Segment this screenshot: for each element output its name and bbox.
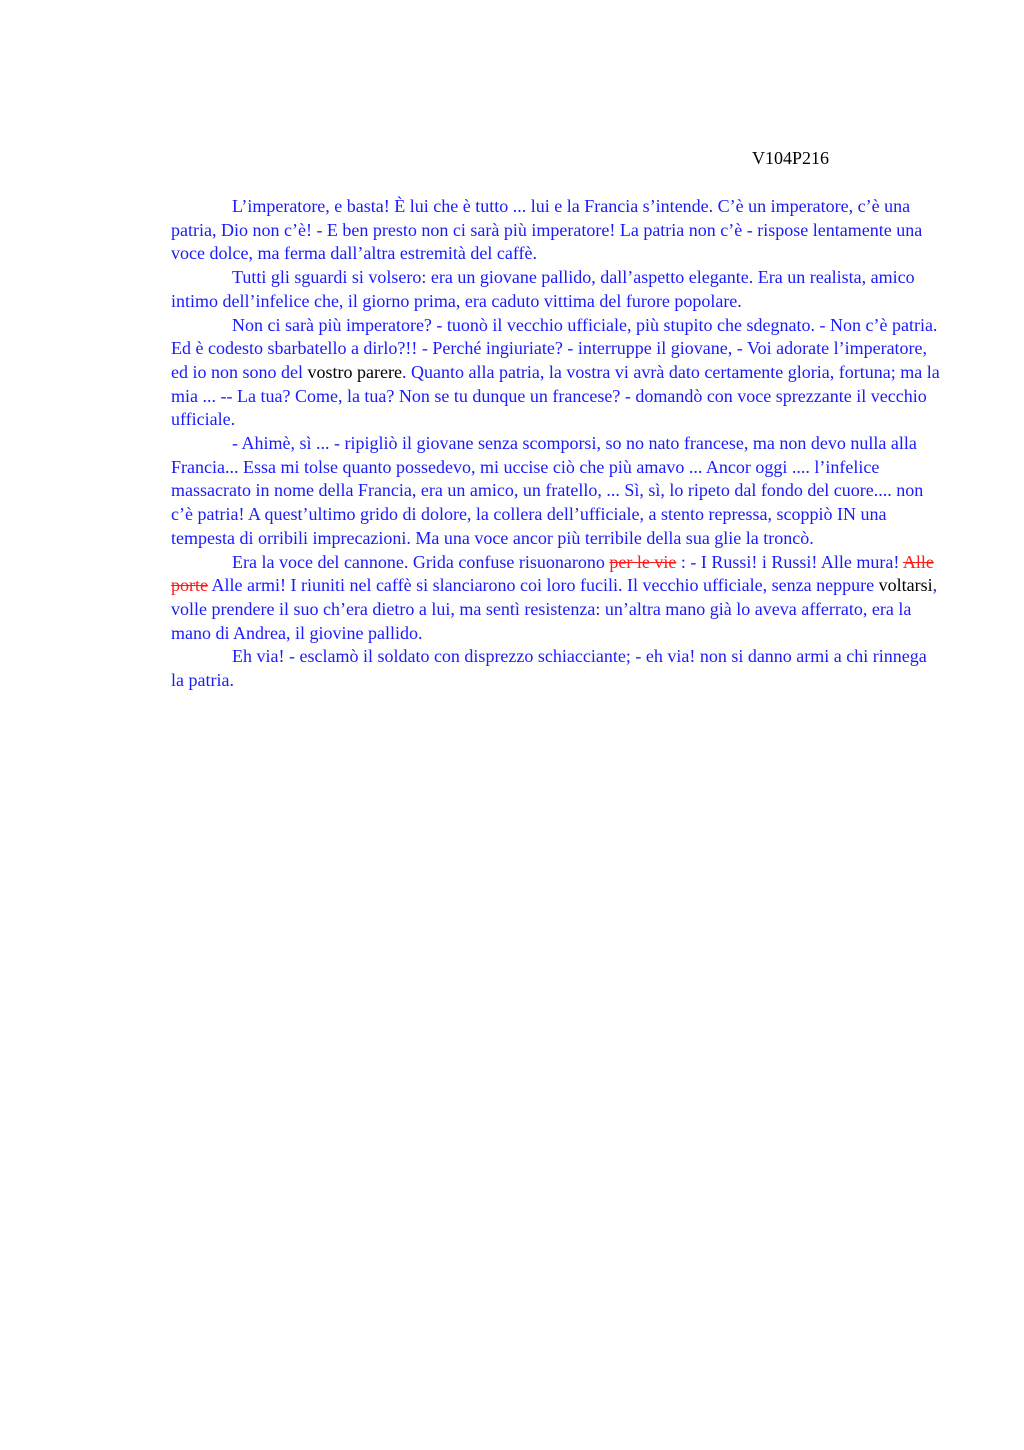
page-identifier: V104P216	[752, 148, 830, 168]
paragraph	[171, 195, 941, 266]
text-segment: Eh via! - esclamò il soldato con disprezzo schiacciante; - eh via! non si danno armi a chi rinnega la patria.	[171, 646, 927, 691]
plain-text-segment: voltarsi	[878, 575, 933, 596]
text-segment: . Quanto alla patria, la vostra vi avrà dato certamente gloria, fortuna; ma la mia ... -- La tua? Come, la tua? Non se tu dunque un francese? - domandò con voce sprezzante il vecchio ufficiale.	[171, 361, 940, 430]
paragraph	[171, 645, 941, 692]
document-body	[171, 195, 941, 693]
paragraph	[171, 314, 941, 433]
text-segment: - Ahimè, sì ... - ripigliò il giovane senza scomporsi, so no nato francese, ma non devo nulla alla Francia... Essa mi tolse quanto possedevo, mi uccise ciò che più amavo ... Ancor oggi .... l’infelice massacrato in nome della Francia, era un amico, un fratello, ... Sì, sì, lo ripeto dal fondo del cuore.... non c’è patria! A quest’ultimo grido di dolore, la collera dell’ufficiale, a stento repressa, scoppiò IN una tempesta di orribili imprecazioni. Ma una voce ancor più terribile della sua glie la troncò.	[171, 433, 924, 548]
text-segment: Era la voce del cannone. Grida confuse risuonarono	[232, 551, 610, 572]
text-segment: Tutti gli sguardi si volsero: era un giovane pallido, dall’aspetto elegante. Era un realista, amico intimo dell’infelice che, il giorno prima, era caduto vittima del furore popolare.	[171, 267, 915, 311]
text-segment: Non ci sarà più imperatore? - tuonò il vecchio ufficiale, più stupito che sdegnato. - Non c’è patria. Ed è codesto sbarbatello a dirlo?!! - Perché ingiuriate? - interruppe il giovane, - Voi adorate l’imperatore, ed io non sono del	[171, 314, 938, 382]
text-segment: Alle armi! I riuniti nel caffè si slanciarono coi loro fucili. Il vecchio ufficiale, senza neppure	[207, 575, 879, 596]
plain-text-segment: vostro parere	[307, 361, 402, 382]
text-segment: : - I Russi! i Russi! Alle mura!	[676, 551, 903, 572]
deleted-text-segment: Alle porte	[171, 551, 934, 596]
paragraph	[171, 551, 941, 646]
deleted-text-segment: per le vie	[609, 551, 677, 572]
paragraph	[171, 432, 941, 551]
text-segment: L’imperatore, e basta! È lui che è tutto ... lui e la Francia s’intende. C’è un imperatore, c’è una patria, Dio non c’è! - E ben presto non ci sarà più imperatore! La patria non c’è - rispose lentamente una voce dolce, ma ferma dall’altra estremità del caffè.	[171, 196, 923, 264]
paragraph	[171, 266, 941, 313]
text-segment: , volle prendere il suo ch’era dietro a lui, ma sentì resistenza: un’altra mano già lo aveva afferrato, era la mano di Andrea, il giovine pallido.	[171, 575, 938, 643]
